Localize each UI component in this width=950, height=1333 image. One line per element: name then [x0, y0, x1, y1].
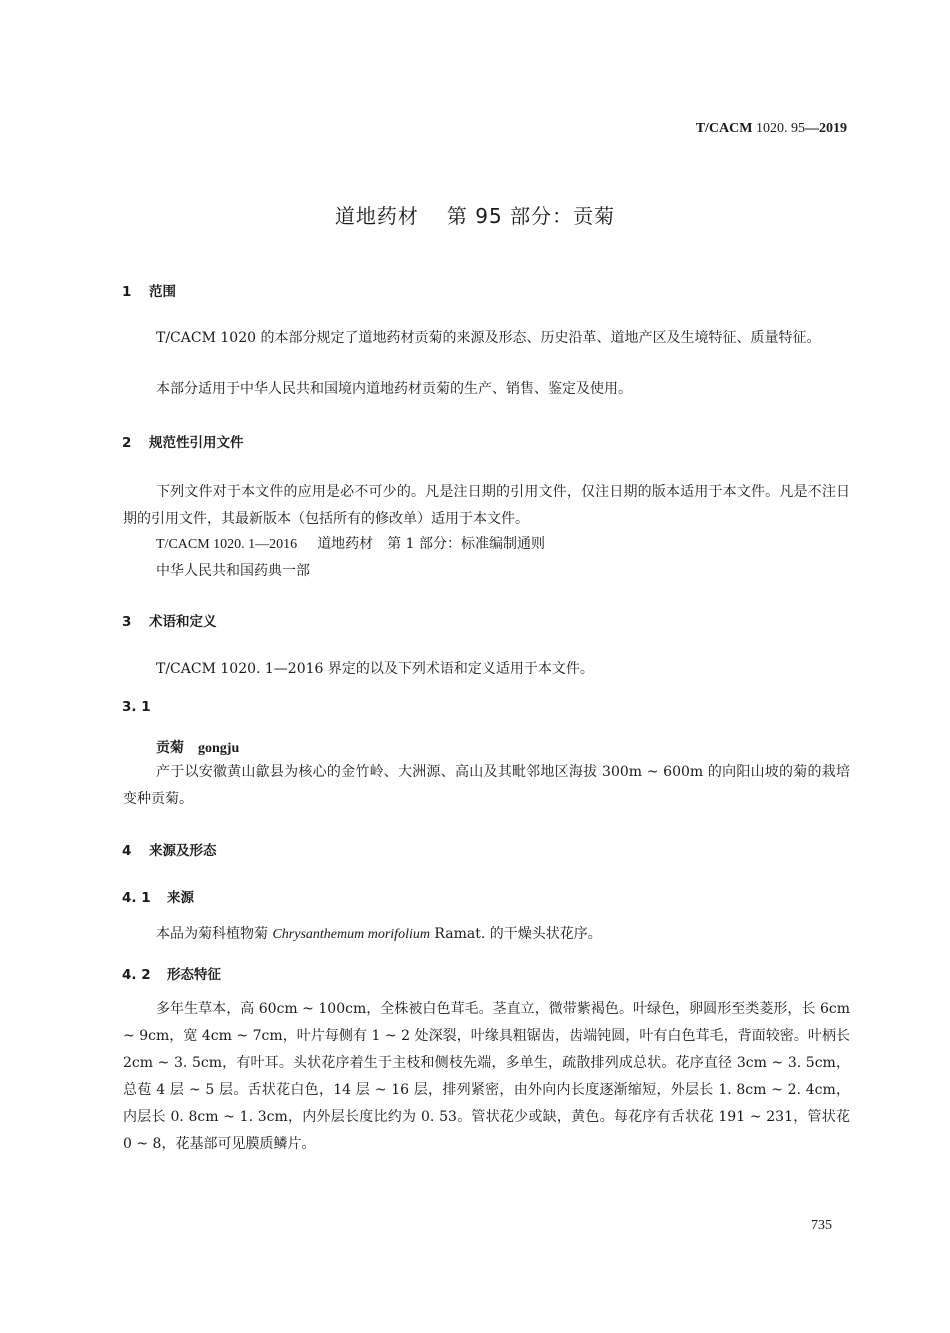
section-number: 2: [122, 435, 132, 451]
section-4-2-heading: [122, 963, 221, 983]
standard-year: —2019: [805, 121, 847, 136]
reference-code: T/CACM 1020. 1—2016: [156, 537, 298, 552]
standard-number: 1020. 95: [752, 121, 805, 136]
normative-reference-2: 中华人民共和国药典一部: [156, 563, 310, 579]
normative-reference-1: [156, 533, 545, 553]
scope-paragraph-2: 本部分适用于中华人民共和国境内道地药材贡菊的生产、销售、鉴定及使用。: [156, 381, 632, 397]
section-3-heading: [122, 610, 217, 630]
section-title: 规范性引用文件: [149, 435, 244, 451]
term-entry: [156, 737, 239, 757]
morphology-paragraph: 多年生草本，高 60cm ~ 100cm，全株被白色茸毛。茎直立，微带紫褐色。叶绿色，卵圆形至类菱形，长 6cm ~ 9cm，宽 4cm ~ 7cm，叶片每侧有 1 ~ 2 处深裂，叶缘具粗锯齿，齿端钝圆，叶有白色茸毛，背面较密。叶柄长 2cm ~ 3. 5cm，有叶耳。头状花序着生于主枝和侧枝先端，多单生，疏散排列成总状。花序直径 3cm ~ 3. 5cm，总苞 4 层 ~ 5 层。舌状花白色，14 层 ~ 16 层，排列紧密，由外向内长度逐渐缩短，外层长 1. 8cm ~ 2. 4cm，内层长 0. 8cm ~ 1. 3cm，内外层长度比约为 0. 53。管状花少或缺，黄色。每花序有舌状花 191 ~ 231，管状花 0 ~ 8，花基部可见膜质鳞片。: [123, 1001, 850, 1152]
reference-title: 道地药材 第 1 部分：标准编制通则: [317, 536, 545, 552]
source-paragraph: [123, 921, 850, 948]
title-part-b: 第 95 部分：贡菊: [446, 204, 616, 228]
section-number: 4. 2: [122, 967, 151, 983]
section-title: 范围: [149, 284, 176, 300]
section-1-heading: [122, 280, 176, 300]
source-text-post: Ramat. 的干燥头状花序。: [429, 926, 602, 942]
standard-prefix: T/CACM: [695, 121, 753, 136]
section-title: 形态特征: [167, 967, 221, 983]
title-part-a: 道地药材: [334, 204, 419, 228]
section-4-heading: [122, 839, 217, 859]
term-definition: 产于以安徽黄山歙县为核心的金竹岭、大洲源、高山及其毗邻地区海拔 300m ~ 600m 的向阳山坡的菊的栽培变种贡菊。: [123, 764, 850, 807]
section-number: 4. 1: [122, 890, 151, 906]
section-2-heading: [122, 431, 244, 451]
term-english: gongju: [198, 741, 240, 756]
standard-code: [696, 121, 847, 137]
page-title: [0, 200, 950, 229]
section-number: 4: [122, 843, 132, 859]
source-text-pre: 本品为菊科植物菊: [156, 926, 273, 942]
section-4-1-heading: [122, 886, 194, 906]
normative-paragraph: 下列文件对于本文件的应用是必不可少的。凡是注日期的引用文件，仅注日期的版本适用于本文件。凡是不注日期的引用文件，其最新版本（包括所有的修改单）适用于本文件。: [123, 484, 850, 527]
section-number: 3: [122, 614, 132, 630]
section-title: 来源: [167, 890, 194, 906]
scope-paragraph-1: T/CACM 1020 的本部分规定了道地药材贡菊的来源及形态、历史沿革、道地产区及生境特征、质量特征。: [156, 330, 821, 346]
section-title: 来源及形态: [149, 843, 217, 859]
section-number: 1: [122, 284, 132, 300]
latin-name: Chrysanthemum morifolium: [272, 927, 430, 942]
section-3-1-heading: [122, 699, 151, 715]
term-chinese: 贡菊: [156, 740, 184, 756]
section-number: 3. 1: [122, 699, 151, 715]
page-number: 735: [811, 1218, 832, 1233]
terms-intro: T/CACM 1020. 1—2016 界定的以及下列术语和定义适用于本文件。: [156, 661, 594, 677]
section-title: 术语和定义: [149, 614, 217, 630]
